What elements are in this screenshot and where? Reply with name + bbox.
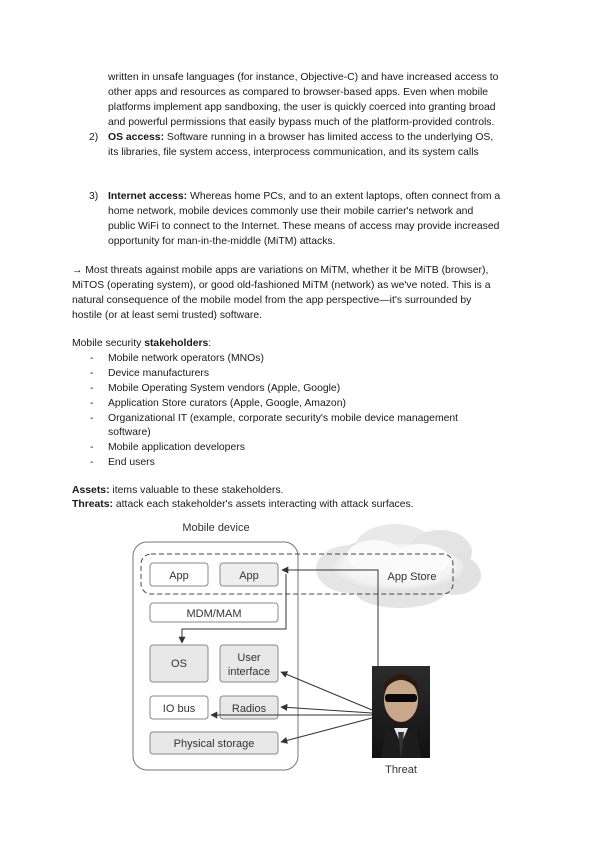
threat-label: Threat: [385, 764, 417, 776]
threat-portrait: [372, 666, 430, 758]
item-3-term: Internet access:: [108, 191, 188, 202]
assets-text: items valuable to these stakeholders.: [109, 485, 284, 496]
bullet-dash: -: [90, 442, 94, 453]
item-3-text: Whereas home PCs, and to an extent laptops, often connect from a: [187, 191, 501, 202]
bullet-dash: -: [90, 457, 94, 468]
app-store-cloud: [316, 524, 481, 608]
stakeholders-intro-bold: stakeholders: [144, 338, 209, 349]
stakeholder-item: Mobile network operators (MNOs): [108, 353, 264, 364]
item-2-number: 2): [89, 132, 99, 143]
stakeholder-item: Mobile application developers: [108, 442, 245, 453]
bullet-dash: -: [90, 398, 94, 409]
stakeholder-item: End users: [108, 457, 155, 468]
stakeholder-item: Organizational IT (example, corporate security's mobile device management: [108, 413, 459, 424]
app-store-label: App Store: [387, 571, 437, 583]
item-3-number: 3): [89, 191, 99, 202]
io-bus-label: IO bus: [162, 703, 196, 715]
item-3-line-4: opportunity for man-in-the-middle (MiTM) attacks.: [108, 236, 336, 247]
mdm-mam-label: MDM/MAM: [186, 608, 242, 620]
stakeholder-item: Application Store curators (Apple, Google, Amazon): [108, 398, 346, 409]
item-2-text: Software running in a browser has limited access to the underlying OS,: [164, 132, 494, 143]
stakeholder-item: Device manufacturers: [108, 368, 210, 379]
continuation-line-4: and powerful permissions that easily bypass much of the platform-provided controls.: [108, 117, 495, 128]
continuation-line-3: platforms implement app sandboxing, the user is quickly coerced into granting broad: [108, 102, 496, 113]
stakeholder-item: Mobile Operating System vendors (Apple, Google): [108, 383, 341, 394]
continuation-line-1: written in unsafe languages (for instance, Objective-C) and have increased access to: [108, 72, 499, 83]
arrow-note-line-2: MiTOS (operating system), or good old-fashioned MiTM (network) as we've noted. This is a: [72, 280, 491, 291]
bullet-dash: -: [90, 413, 94, 424]
stakeholder-item-wrap: software): [108, 427, 151, 438]
mobile-device-title: Mobile device: [182, 522, 250, 534]
arrow-note-line-4: hostile (or at least semi trusted) software.: [72, 310, 262, 321]
threats-text: attack each stakeholder's assets interacting with attack surfaces.: [113, 499, 414, 510]
item-3-line-3: public WiFi to connect to the Internet. These means of access may provide increased: [108, 221, 500, 232]
item-2-line-2: its libraries, file system access, interprocess communication, and its system calls: [108, 147, 479, 158]
bullet-dash: -: [90, 368, 94, 379]
app-box-2-label: App: [239, 570, 259, 582]
item-3-line-2: home network, mobile devices commonly use their mobile carrier's network and: [108, 206, 474, 217]
continuation-line-2: other apps and resources as compared to browser-based apps. Even when mobile: [108, 87, 489, 98]
threats-term: Threats:: [72, 499, 113, 510]
item-2-term: OS access:: [108, 132, 165, 143]
arrow-note-line-3: natural consequence of the mobile model from the app perspective—it's surrounded by: [72, 295, 472, 306]
user-interface-label-line-1: User: [237, 652, 261, 664]
app-box-1-label: App: [169, 570, 189, 582]
user-interface-label-line-2: interface: [227, 666, 271, 678]
stakeholders-intro: Mobile security: [72, 338, 145, 349]
assets-term: Assets:: [72, 485, 110, 496]
arrow-note-line-1: → Most threats against mobile apps are variations on MiTM, whether it be MiTB (browser),: [72, 265, 489, 276]
bullet-dash: -: [90, 353, 94, 364]
radios-label: Radios: [231, 703, 267, 715]
bullet-dash: -: [90, 383, 94, 394]
os-label: OS: [171, 658, 187, 670]
physical-storage-label: Physical storage: [173, 738, 255, 750]
stakeholders-intro-end: :: [208, 338, 212, 349]
